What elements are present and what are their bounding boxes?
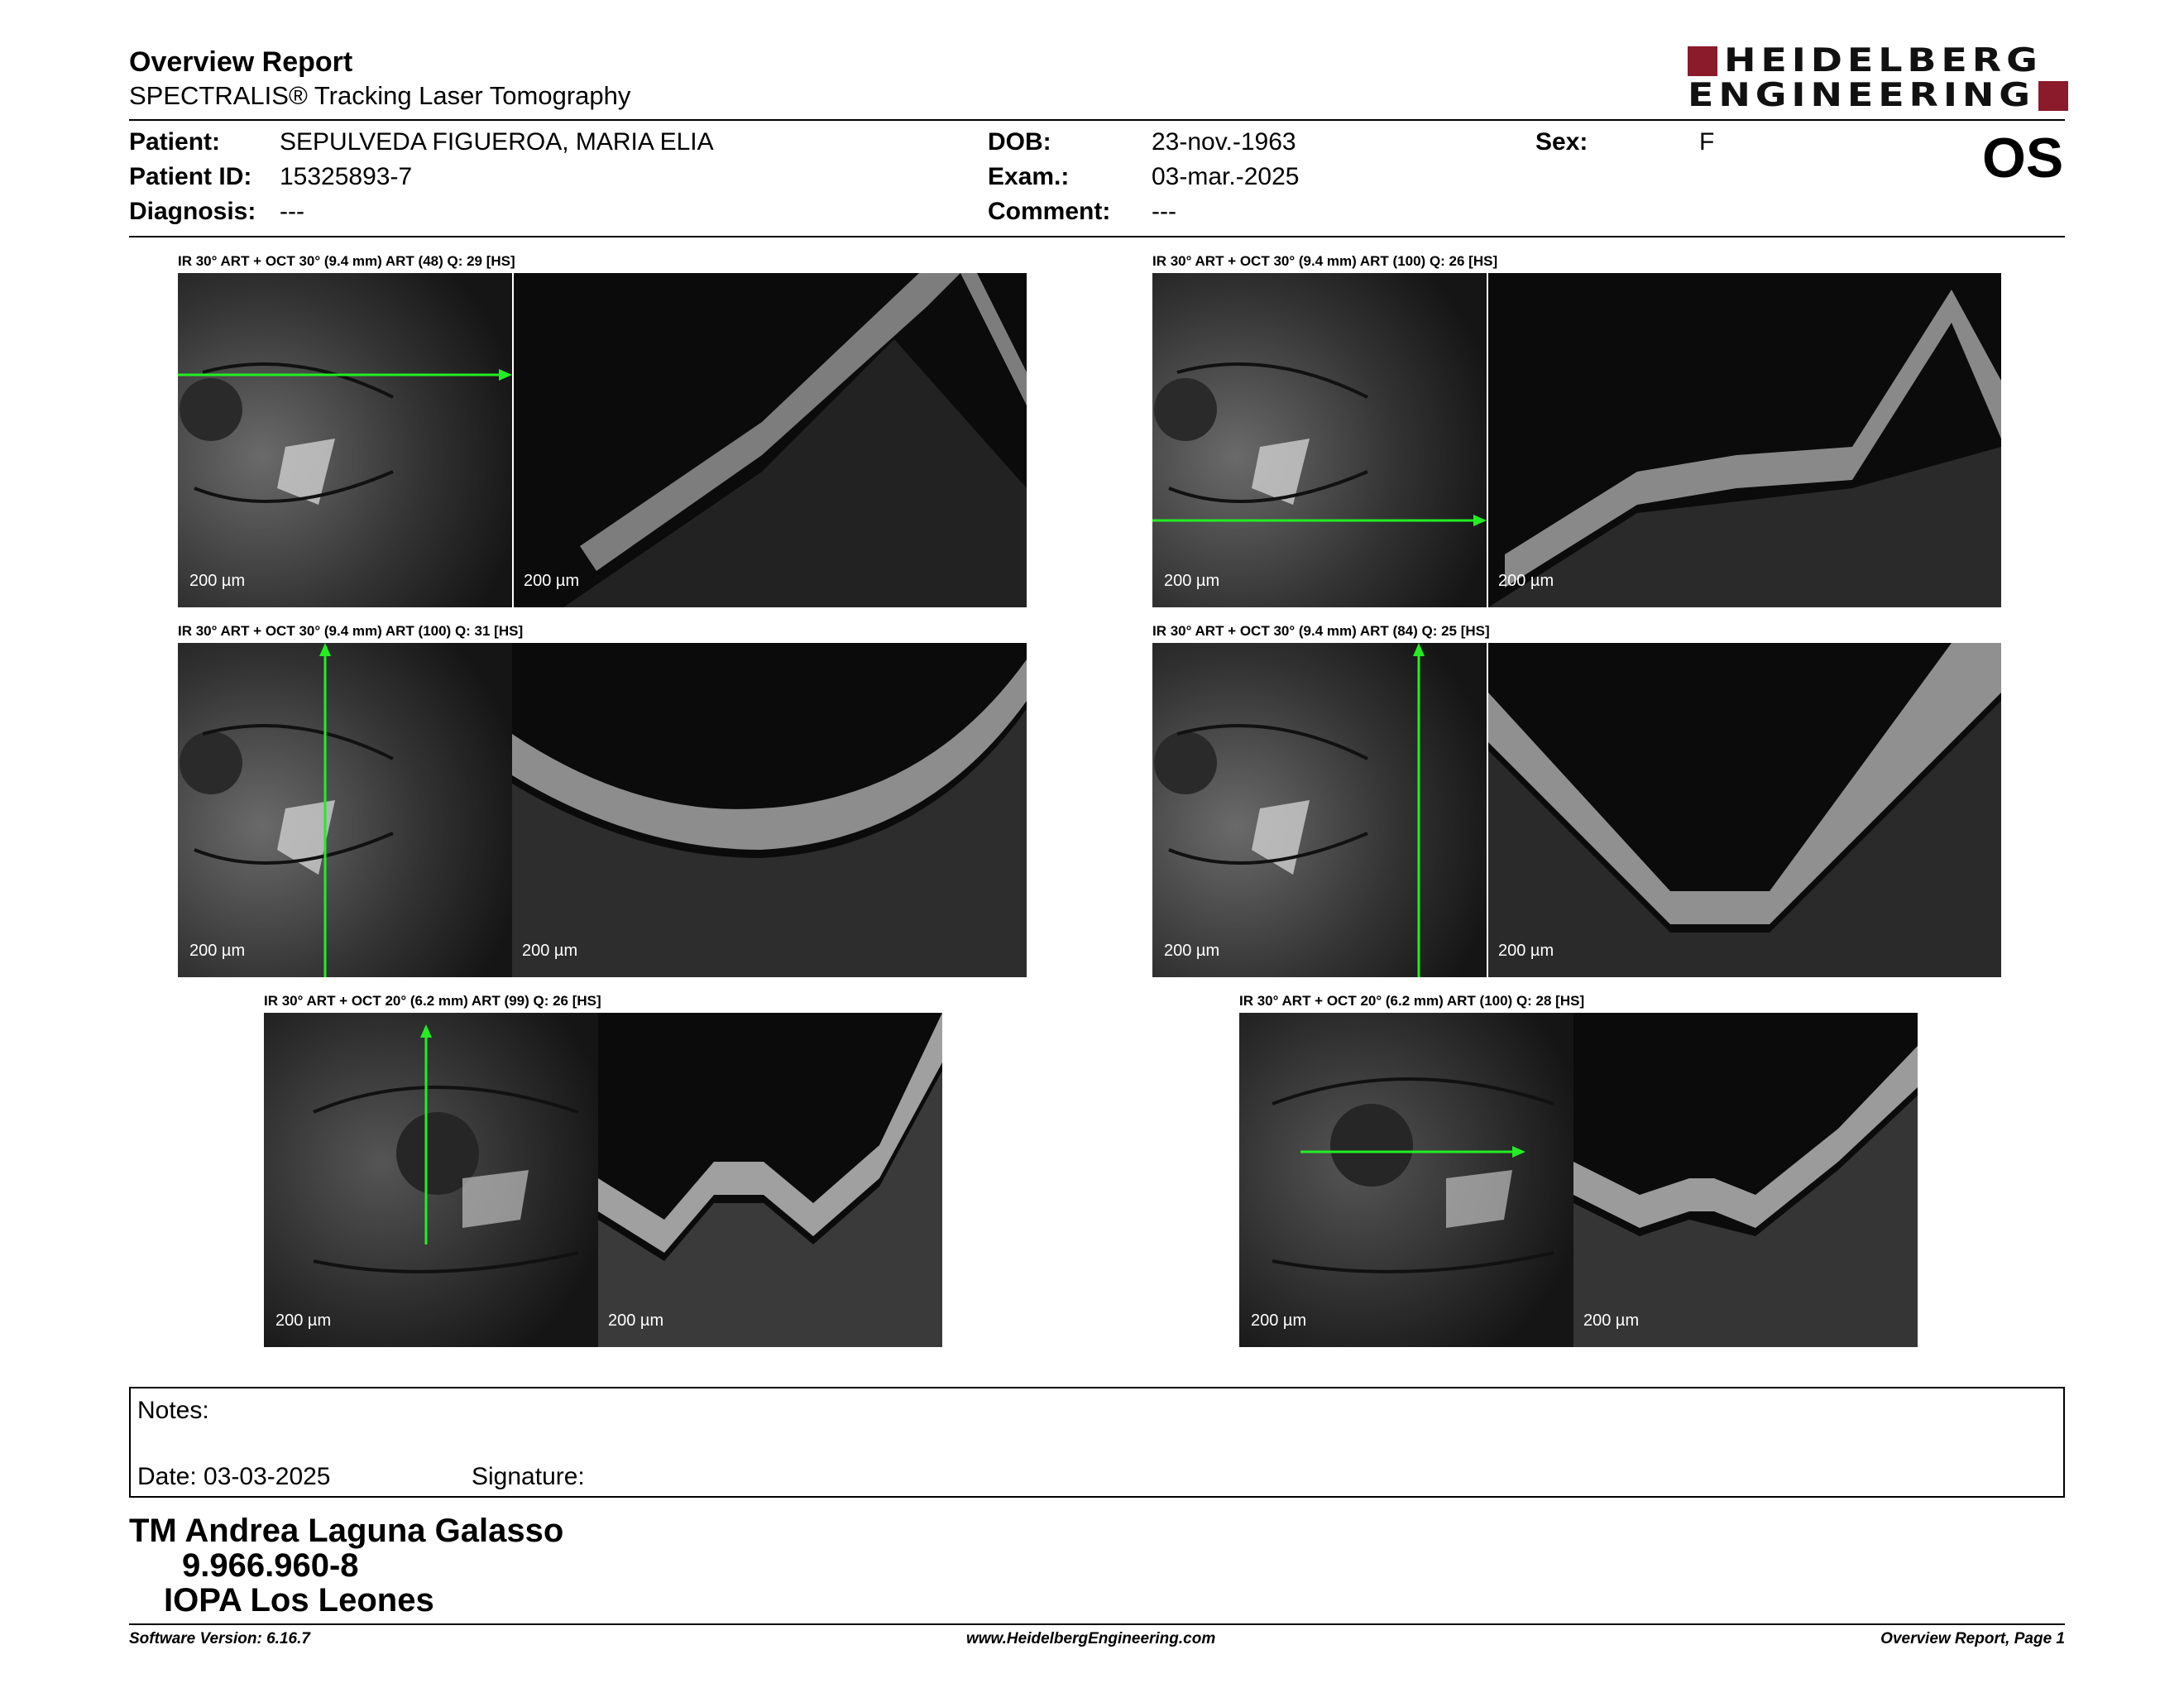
dob-value: 23-nov.-1963 [1152, 128, 1296, 156]
scan-caption: IR 30° ART + OCT 30° (9.4 mm) ART (84) Q: 25 [HS] [1152, 623, 1490, 639]
oct-scale-label: 200 µm [608, 1312, 664, 1330]
software-version: Software Version: 6.16.7 [129, 1630, 310, 1647]
fundus-image[interactable] [1152, 273, 1487, 607]
exam-value: 03-mar.-2025 [1152, 163, 1300, 190]
oct-scale-label: 200 µm [522, 942, 578, 960]
logo-square-icon [1688, 46, 1717, 76]
patient-id-value: 15325893-7 [280, 163, 413, 190]
website-link[interactable]: www.HeidelbergEngineering.com [966, 1630, 1216, 1647]
fundus-scale-label: 200 µm [189, 942, 246, 960]
fundus-scale-label: 200 µm [1251, 1312, 1307, 1330]
comment-value: --- [1152, 198, 1176, 225]
logo-square-icon [2038, 81, 2068, 111]
sex-label: Sex: [1535, 128, 1588, 156]
scan-panel-4 [1152, 623, 2001, 977]
footer-divider [129, 1623, 2065, 1625]
exam-label: Exam.: [988, 163, 1070, 190]
scan-panel-2 [1152, 253, 2001, 607]
scan-panel-1 [178, 253, 1027, 607]
report-subtitle: SPECTRALIS® Tracking Laser Tomography [129, 81, 631, 110]
patient-label: Patient: [129, 128, 221, 156]
heidelberg-logo [1688, 42, 2068, 114]
header-divider [129, 119, 2065, 121]
dob-label: DOB: [988, 128, 1051, 156]
signatory-rut: 9.966.960-8 [182, 1547, 359, 1584]
date-label: Date: 03-03-2025 [137, 1463, 331, 1490]
fundus-scale-label: 200 µm [1164, 942, 1220, 960]
fundus-scale-label: 200 µm [189, 572, 246, 590]
signatory-name: TM Andrea Laguna Galasso [129, 1513, 564, 1549]
oct-scale-label: 200 µm [524, 572, 580, 590]
logo-line1: HEIDELBERG [1724, 42, 2043, 79]
oct-scale-label: 200 µm [1498, 572, 1554, 590]
eye-indicator: OS [1982, 127, 2064, 189]
diagnosis-value: --- [280, 198, 304, 225]
sex-value: F [1699, 128, 1715, 156]
scan-panel-3 [178, 623, 1027, 977]
oct-bscan-image[interactable] [1488, 273, 2001, 607]
signature-label: Signature: [472, 1463, 585, 1490]
scan-caption: IR 30° ART + OCT 30° (9.4 mm) ART (100) Q: 31 [HS] [178, 623, 524, 639]
scan-caption: IR 30° ART + OCT 30° (9.4 mm) ART (100) Q: 26 [HS] [1152, 253, 1498, 269]
scan-panel-6 [1239, 993, 1918, 1347]
patient-name: SEPULVEDA FIGUEROA, MARIA ELIA [280, 128, 714, 156]
oct-scale-label: 200 µm [1583, 1312, 1640, 1330]
page-indicator: Overview Report, Page 1 [1880, 1630, 2065, 1647]
fundus-image[interactable] [1152, 643, 1487, 977]
fundus-image[interactable] [178, 273, 512, 607]
fundus-scale-label: 200 µm [1164, 572, 1220, 590]
fundus-scale-label: 200 µm [275, 1312, 332, 1330]
oct-bscan-image[interactable] [1488, 643, 2001, 977]
report-title: Overview Report [129, 46, 353, 78]
logo-line2: ENGINEERING [1688, 77, 2035, 114]
diagnosis-label: Diagnosis: [129, 198, 256, 225]
oct-bscan-image[interactable] [1573, 1013, 1918, 1347]
patient-id-label: Patient ID: [129, 163, 252, 190]
scan-panel-5 [264, 993, 942, 1347]
fundus-image[interactable] [264, 1013, 598, 1347]
notes-box[interactable] [129, 1387, 2065, 1498]
signatory-org: IOPA Los Leones [164, 1582, 434, 1618]
scan-caption: IR 30° ART + OCT 30° (9.4 mm) ART (48) Q: 29 [HS] [178, 253, 515, 269]
oct-bscan-image[interactable] [512, 643, 1027, 977]
notes-label: Notes: [137, 1397, 209, 1424]
patient-divider [129, 236, 2065, 237]
comment-label: Comment: [988, 198, 1111, 225]
fundus-image[interactable] [1239, 1013, 1573, 1347]
scan-caption: IR 30° ART + OCT 20° (6.2 mm) ART (100) Q: 28 [HS] [1239, 993, 1585, 1009]
oct-bscan-image[interactable] [514, 273, 1027, 607]
scan-caption: IR 30° ART + OCT 20° (6.2 mm) ART (99) Q: 26 [HS] [264, 993, 601, 1009]
fundus-image[interactable] [178, 643, 512, 977]
oct-bscan-image[interactable] [598, 1013, 942, 1347]
oct-scale-label: 200 µm [1498, 942, 1554, 960]
